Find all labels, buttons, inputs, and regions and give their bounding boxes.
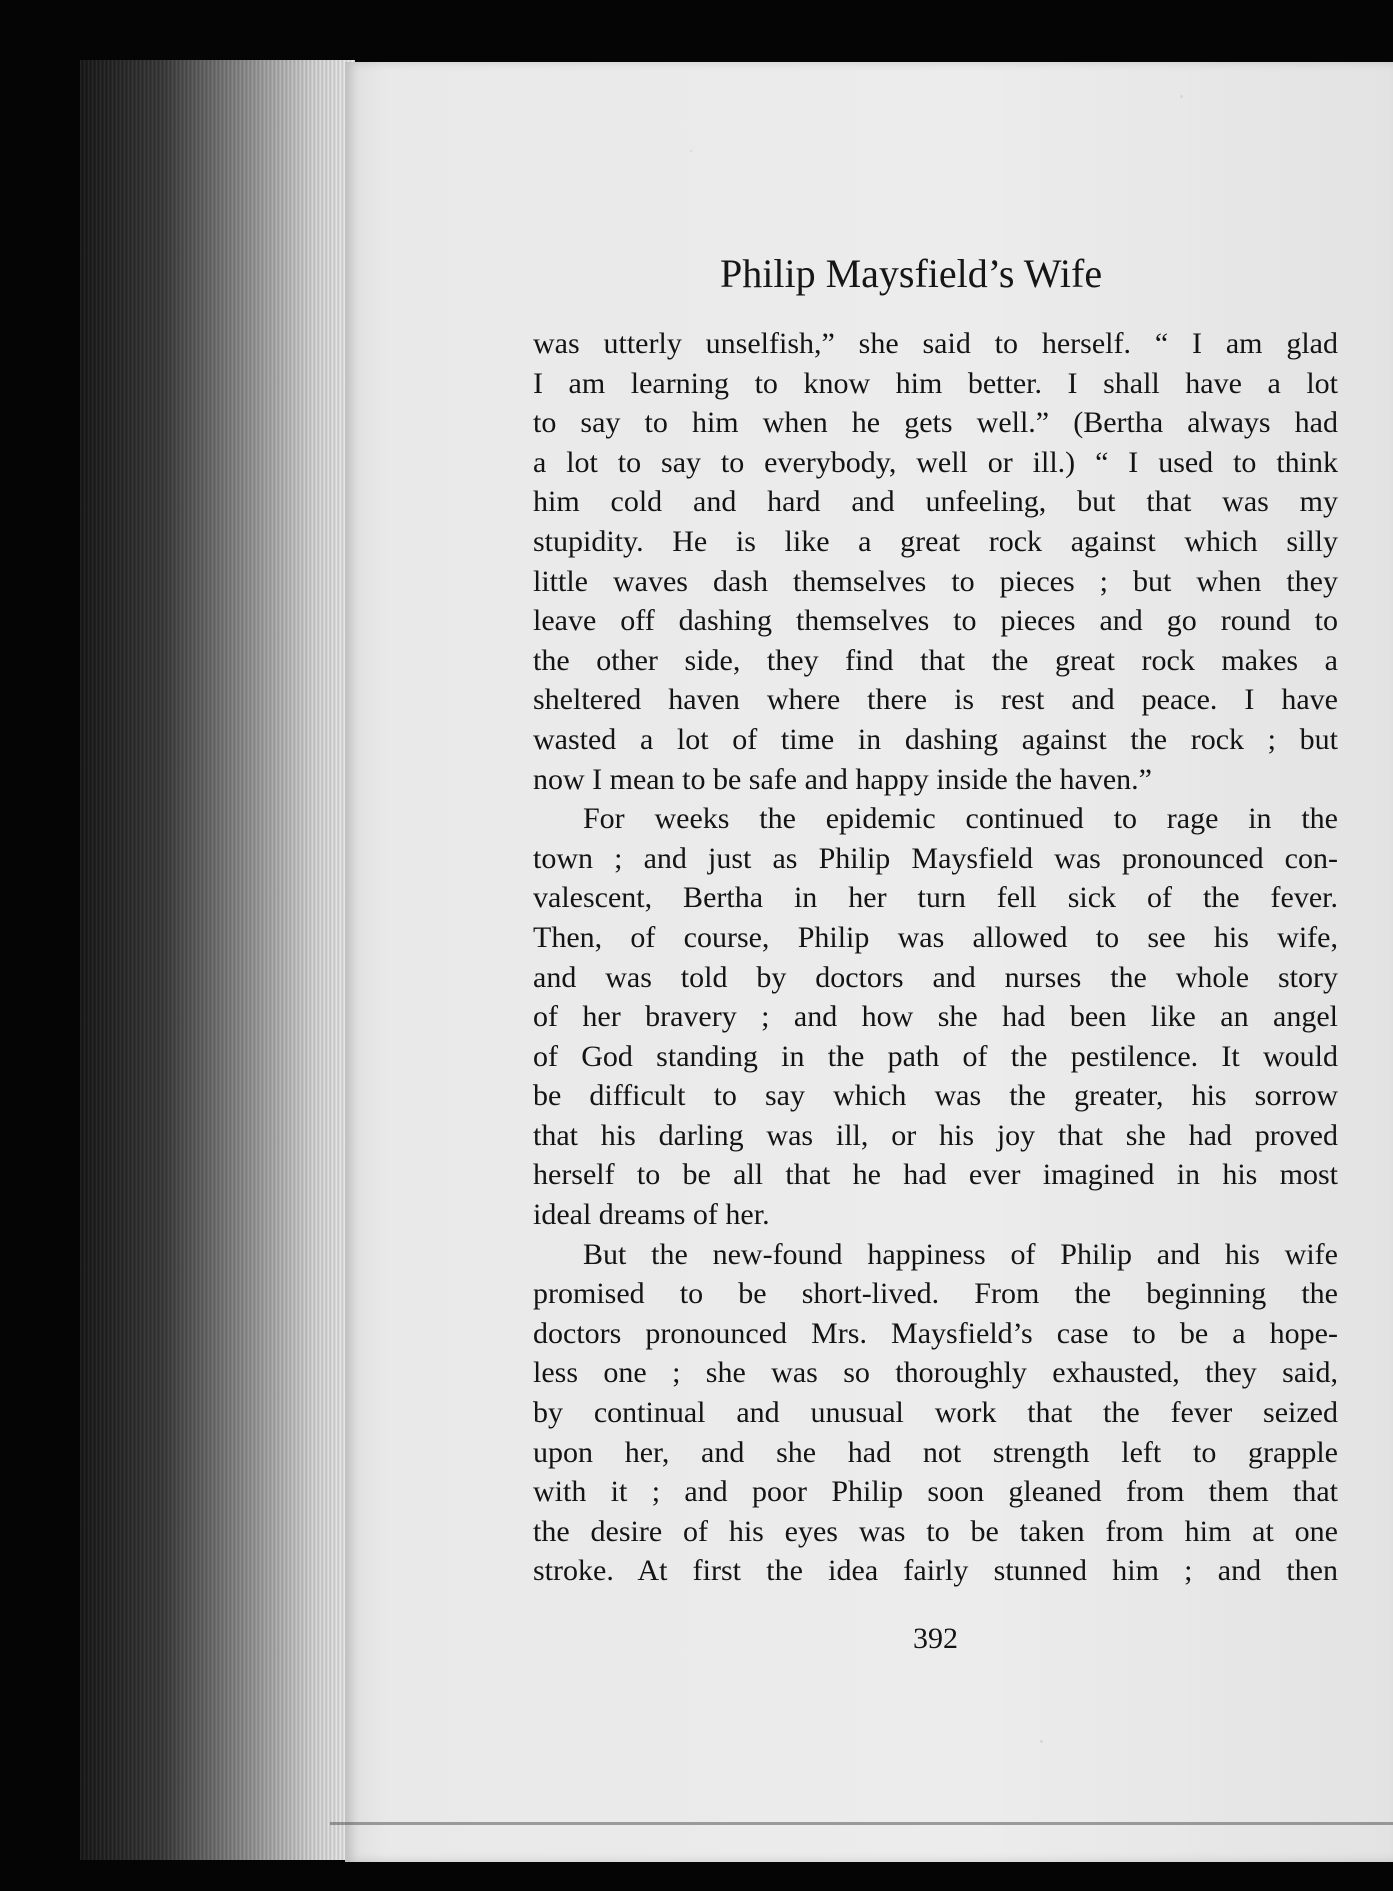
- text-line: of God standing in the path of the pestilence. It would: [533, 1039, 1338, 1073]
- text-line: was utterly unselfish,” she said to herself. “ I am glad: [533, 327, 1338, 360]
- text-line: of her bravery ; and how she had been like an angel: [533, 1000, 1338, 1034]
- text-line: a lot to say to everybody, well or ill.) “ I used to think: [533, 445, 1338, 479]
- dust-speck: [690, 150, 692, 152]
- text-line: town ; and just as Philip Maysfield was pronounced con-: [533, 841, 1338, 875]
- book-page-edges: [80, 60, 355, 1860]
- text-line: herself to be all that he had ever imagined in his most: [533, 1158, 1338, 1192]
- text-line: the other side, they find that the great rock makes a: [533, 643, 1338, 677]
- text-line: sheltered haven where there is rest and peace. I have: [533, 683, 1338, 717]
- text-line: to say to him when he gets well.” (Bertha always had: [533, 406, 1338, 440]
- text-line: now I mean to be safe and happy inside the haven.”: [533, 762, 1152, 796]
- dust-speck: [1040, 1740, 1043, 1743]
- text-line: promised to be short-lived. From the beginning the: [533, 1277, 1338, 1311]
- text-line: I am learning to know him better. I shall have a lot: [533, 366, 1338, 400]
- text-line: doctors pronounced Mrs. Maysfield’s case to be a hope-: [533, 1316, 1338, 1350]
- text-line: For weeks the epidemic continued to rage in the: [583, 802, 1338, 836]
- text-line: him cold and hard and unfeeling, but that was my: [533, 485, 1338, 519]
- text-line: and was told by doctors and nurses the whole story: [533, 960, 1338, 994]
- page-bottom-edge: [330, 1822, 1393, 1825]
- text-line: with it ; and poor Philip soon gleaned from them that: [533, 1475, 1338, 1509]
- text-line: Then, of course, Philip was allowed to see his wife,: [533, 920, 1338, 954]
- text-line: little waves dash themselves to pieces ; but when they: [533, 564, 1338, 598]
- text-line: stroke. At first the idea fairly stunned him ; and then: [533, 1554, 1338, 1588]
- text-line: less one ; she was so thoroughly exhausted, they said,: [533, 1356, 1338, 1390]
- text-line: But the new-found happiness of Philip and his wife: [583, 1237, 1338, 1271]
- body-text: [533, 324, 1338, 1591]
- dust-speck: [1180, 95, 1183, 98]
- text-line: the desire of his eyes was to be taken from him at one: [533, 1514, 1338, 1548]
- running-head: Philip Maysfield’s Wife: [720, 251, 1103, 296]
- text-line: leave off dashing themselves to pieces and go round to: [533, 604, 1338, 638]
- text-line: by continual and unusual work that the fever seized: [533, 1396, 1338, 1430]
- text-line: stupidity. He is like a great rock against which silly: [533, 524, 1338, 558]
- text-line: upon her, and she had not strength left to grapple: [533, 1435, 1338, 1469]
- text-line: be difficult to say which was the greater, his sorrow: [533, 1079, 1338, 1113]
- text-line: ideal dreams of her.: [533, 1198, 770, 1232]
- text-line: that his darling was ill, or his joy that she had proved: [533, 1118, 1338, 1152]
- text-line: valescent, Bertha in her turn fell sick of the fever.: [533, 881, 1338, 915]
- page-number: 392: [913, 1622, 958, 1655]
- text-line: wasted a lot of time in dashing against the rock ; but: [533, 722, 1338, 756]
